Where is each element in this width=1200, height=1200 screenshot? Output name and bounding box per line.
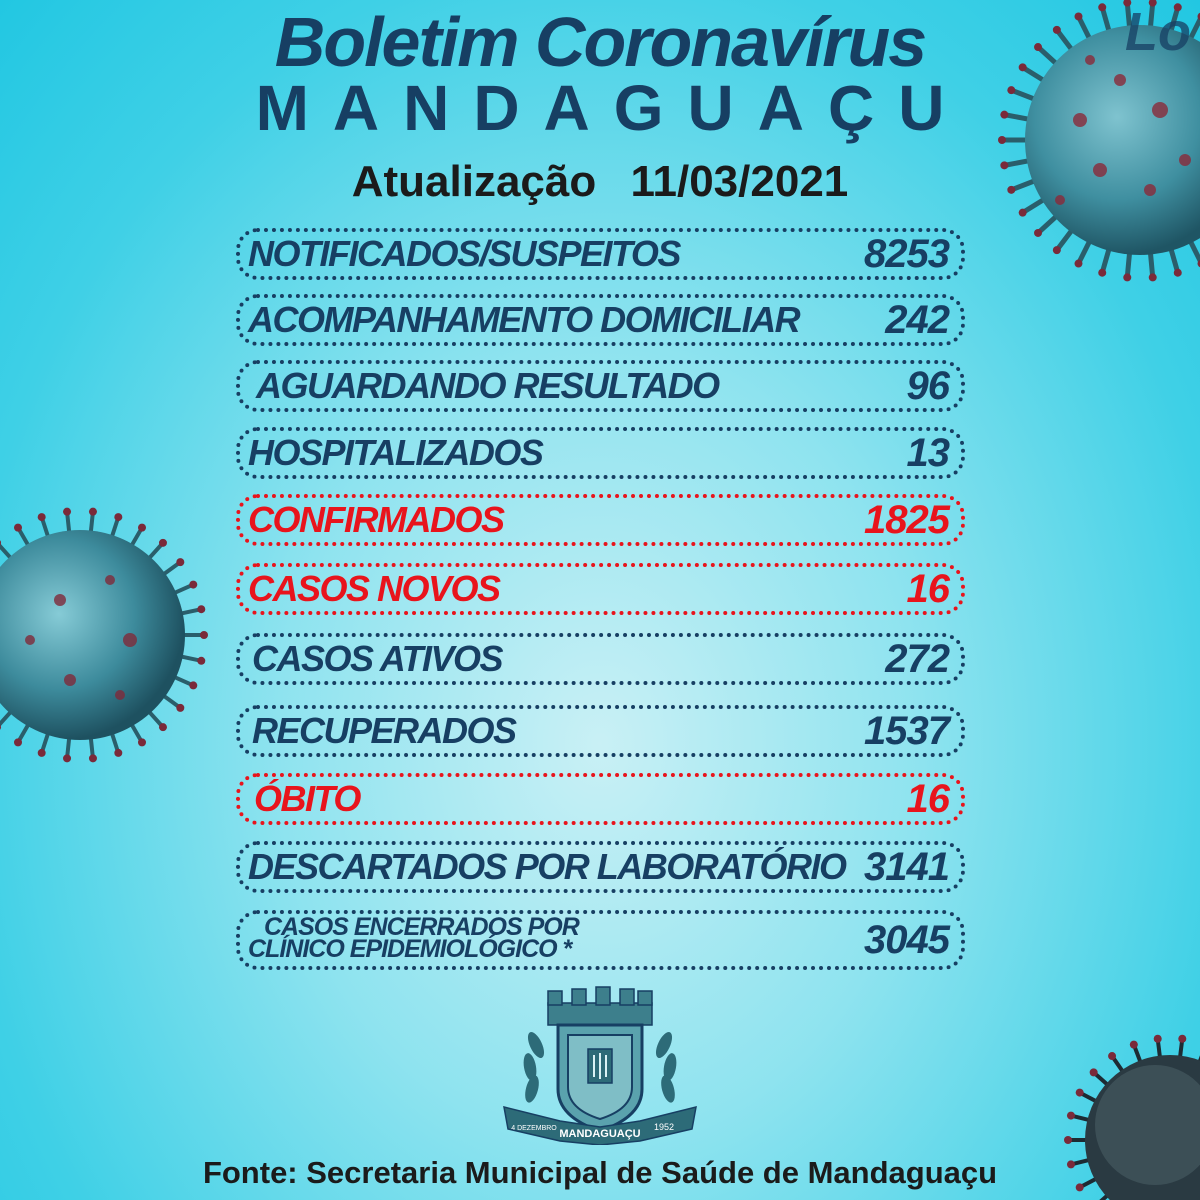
stat-label: AGUARDANDO RESULTADO — [256, 365, 719, 406]
stat-row-hospitalizados — [236, 427, 965, 479]
stat-row-descartados — [236, 841, 965, 893]
stat-row-notificados — [236, 228, 965, 280]
stat-value: 3045 — [864, 918, 949, 962]
crest-banner-left: 4 DEZEMBRO — [511, 1125, 557, 1132]
bulletin-title: Boletim Coronavírus — [274, 3, 926, 81]
stat-row-encerrados — [236, 910, 965, 970]
stat-row-acompanhamento — [236, 294, 965, 346]
stat-label: NOTIFICADOS/SUSPEITOS — [248, 233, 680, 274]
stat-label: CASOS NOVOS — [248, 568, 500, 609]
stat-value: 96 — [906, 364, 949, 408]
stat-label: ÓBITO — [254, 778, 360, 819]
stat-row-obito — [236, 773, 965, 825]
municipal-coat-of-arms — [496, 985, 704, 1145]
stat-value: 16 — [906, 567, 949, 611]
stat-row-confirmados — [236, 494, 965, 546]
stat-label: DESCARTADOS POR LABORATÓRIO — [248, 846, 846, 887]
stat-row-aguardando — [236, 360, 965, 412]
stat-value: 16 — [906, 777, 949, 821]
crest-banner-right: 1952 — [653, 1122, 675, 1132]
stat-label-line2: CLÍNICO EPIDEMIOLÓGICO * — [248, 935, 572, 963]
crest-banner-center: MANDAGUAÇU — [559, 1128, 641, 1140]
stat-value: 242 — [885, 298, 949, 342]
stat-row-casos-ativos — [236, 633, 965, 685]
update-label: Atualização — [351, 157, 597, 206]
stat-value: 13 — [906, 431, 949, 475]
update-line — [0, 152, 1200, 212]
stat-value: 272 — [885, 637, 949, 681]
stat-label: HOSPITALIZADOS — [248, 432, 543, 473]
stat-label-line1: CASOS ENCERRADOS POR — [264, 913, 579, 941]
stat-value: 1825 — [864, 498, 949, 542]
stat-value: 1537 — [864, 709, 949, 753]
stat-value: 8253 — [864, 232, 949, 276]
stat-label-two-lines — [248, 913, 579, 963]
stat-label: CASOS ATIVOS — [252, 638, 503, 679]
stat-label: CONFIRMADOS — [248, 499, 504, 540]
stat-value: 3141 — [864, 845, 949, 889]
stat-label: ACOMPANHAMENTO DOMICILIAR — [248, 299, 800, 340]
update-date: 11/03/2021 — [630, 157, 849, 206]
stat-row-casos-novos — [236, 563, 965, 615]
city-name: MANDAGUAÇU — [255, 72, 969, 144]
source-footer: Fonte: Secretaria Municipal de Saúde de Mandaguaçu — [202, 1155, 998, 1190]
stat-label: RECUPERADOS — [252, 710, 516, 751]
stat-row-recuperados — [236, 705, 965, 757]
virus-illustration-left — [0, 490, 220, 790]
corner-text: Lo — [1125, 2, 1191, 62]
